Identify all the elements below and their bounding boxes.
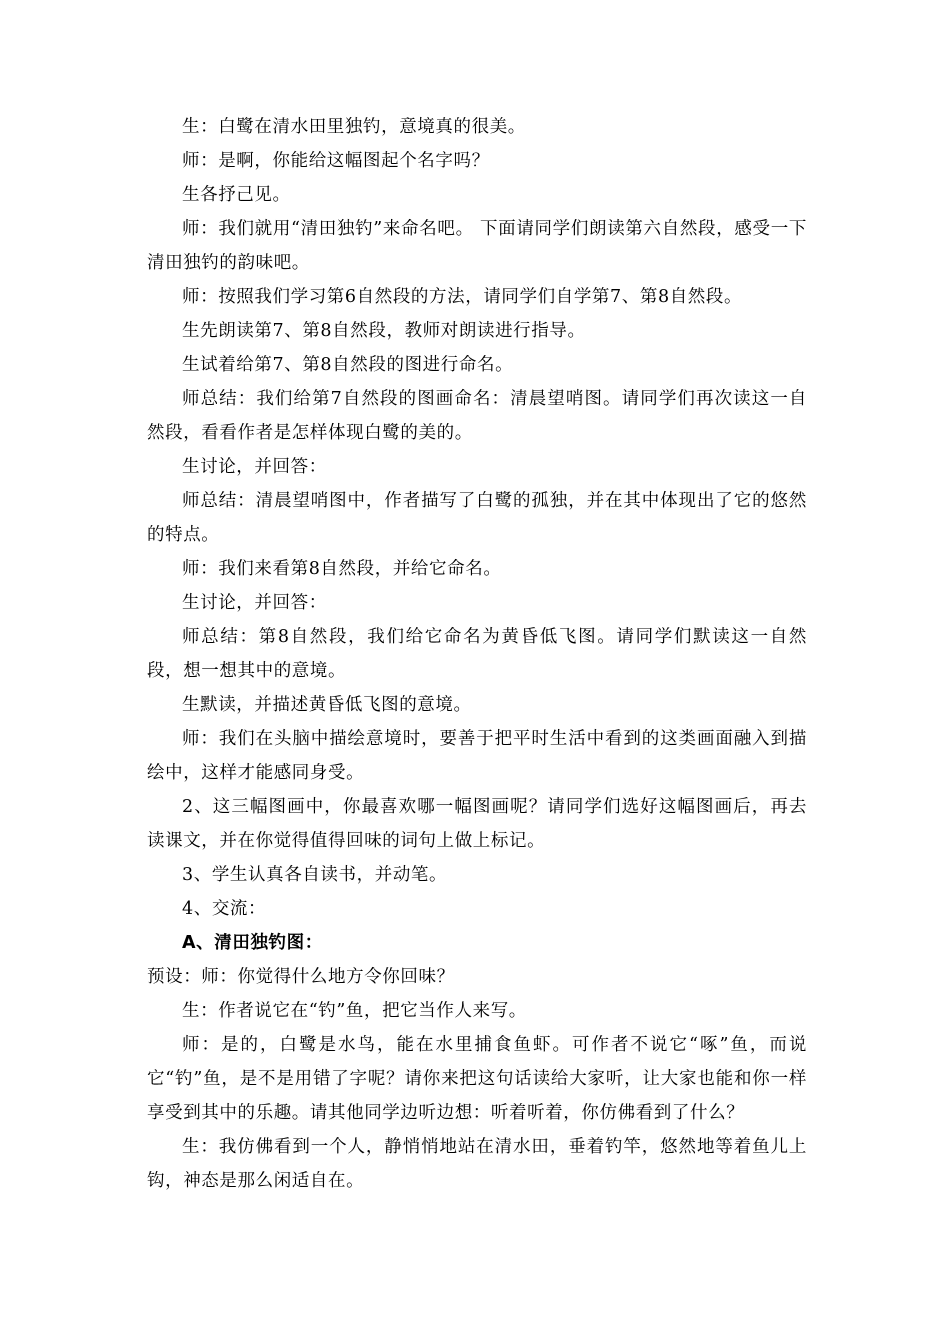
paragraph: 4、交流： [182,899,267,919]
paragraph: 师：我们来看第8自然段，并给它命名。 [182,559,502,579]
paragraph: 师：是啊，你能给这幅图起个名字吗？ [182,151,490,171]
paragraph: 2、这三幅图画中，你最喜欢哪一幅图画呢？请同学们选好这幅图画后，再去读课文，并在你觉得值得回味的词句上做上标记。 [147,797,807,851]
paragraph: 生讨论，并回答： [182,457,327,477]
paragraph: 预设：师：你觉得什么地方令你回味？ [147,967,455,987]
paragraph: 生：作者说它在“钓”鱼，把它当作人来写。 [182,1001,527,1021]
document-body [147,110,807,1198]
paragraph: 师：按照我们学习第6自然段的方法，请同学们自学第7、第8自然段。 [182,287,743,307]
paragraph: 师总结：我们给第7自然段的图画命名：清晨望哨图。请同学们再次读这一自然段，看看作者是怎样体现白鹭的美的。 [147,389,807,443]
paragraph: 生先朗读第7、第8自然段，教师对朗读进行指导。 [182,321,586,341]
section-heading: A、清田独钓图： [182,933,323,953]
paragraph: 3、学生认真各自读书，并动笔。 [182,865,448,885]
paragraph: 生各抒己见。 [182,185,291,205]
paragraph: 生试着给第7、第8自然段的图进行命名。 [182,355,514,375]
paragraph: 师总结：清晨望哨图中，作者描写了白鹭的孤独，并在其中体现出了它的悠然的特点。 [147,491,807,545]
paragraph: 生默读，并描述黄昏低飞图的意境。 [182,695,472,715]
paragraph: 师总结：第8自然段，我们给它命名为黄昏低飞图。请同学们默读这一自然段，想一想其中的意境。 [147,627,807,681]
paragraph: 师：是的，白鹭是水鸟，能在水里捕食鱼虾。可作者不说它“啄”鱼，而说它“钓”鱼，是不是用错了字呢？请你来把这句话读给大家听，让大家也能和你一样享受到其中的乐趣。请其他同学边听边想：听着听着，你仿佛看到了什么？ [147,1035,807,1123]
paragraph: 师：我们就用“清田独钓”来命名吧。 下面请同学们朗读第六自然段，感受一下清田独钓的韵味吧。 [147,219,807,273]
paragraph: 师：我们在头脑中描绘意境时，要善于把平时生活中看到的这类画面融入到描绘中，这样才能感同身受。 [147,729,807,783]
paragraph: 生：我仿佛看到一个人，静悄悄地站在清水田，垂着钓竿，悠然地等着鱼儿上钩，神态是那么闲适自在。 [147,1137,807,1191]
paragraph: 生：白鹭在清水田里独钓，意境真的很美。 [182,117,526,137]
paragraph: 生讨论，并回答： [182,593,327,613]
